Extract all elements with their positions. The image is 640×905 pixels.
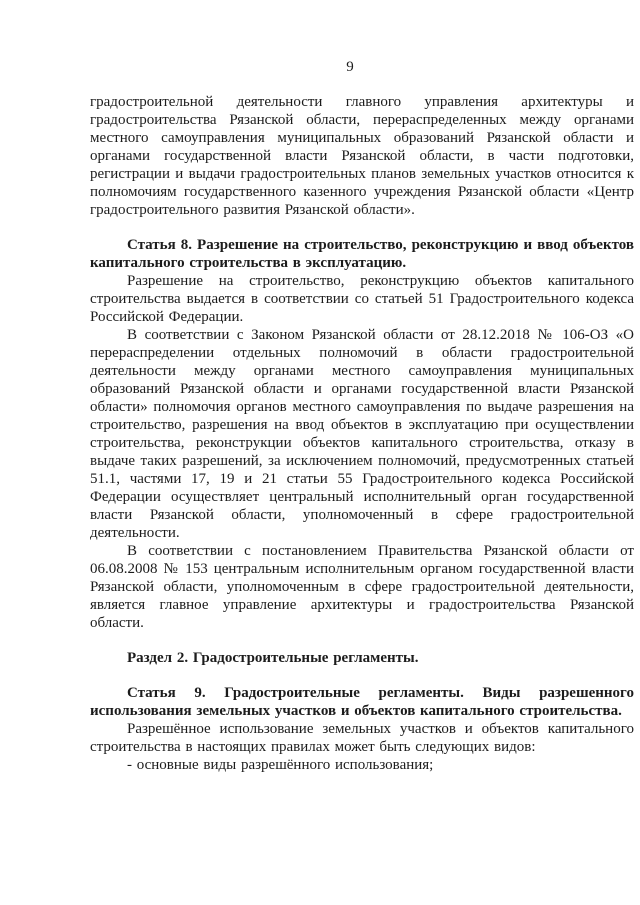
heading-section-2: Раздел 2. Градостроительные регламенты. [127, 650, 419, 666]
paragraph-oblast-law: В соответствии с Законом Рязанской области от 28.12.2018 № 106-ОЗ «О перераспределении отдельных полномочий в области градостроительной деятельности между органами местного самоуправления муниципальных образований Рязанской области и органами государственной власти Рязанской области» полномочия органов местного самоуправления по выдаче разрешения на строительство, разрешения на ввод объектов в эксплуатацию при осуществлении строительства, реконструкции объектов капитального строительства, отказу в выдаче таких разрешений, за исключением полномочий, предусмотренных статьей 51.1, частями 17, 19 и 21 статьи 55 Градостроительного кодекса Российской Федерации осуществляет центральный исполнительный орган государственной власти Рязанской области, уполномоченный в сфере градостроительной деятельности. [90, 327, 634, 541]
paragraph-permitted-use: Разрешённое использование земельных участков и объектов капитального строительства в настоящих правилах может быть следующих видов: [90, 721, 634, 755]
list-item-main-use-types: - основные виды разрешённого использования; [127, 757, 434, 773]
paragraph-continuation: градостроительной деятельности главного управления архитектуры и градостроительства Рязанской области, перераспределенных между органами местного самоуправления муниципальных образований Рязанской области и органами государственной власти Рязанской области, в части подготовки, регистрации и выдачи градостроительных планов земельных участков относится к полномочиям государственного казенного учреждения Рязанской области «Центр градостроительного развития Рязанской области». [90, 94, 634, 218]
heading-article-8: Статья 8. Разрешение на строительство, реконструкцию и ввод объектов капитального строительства в эксплуатацию. [90, 237, 634, 271]
page-number: 9 [346, 59, 354, 75]
paragraph-building-permit: Разрешение на строительство, реконструкцию объектов капитального строительства выдается в соответствии со статьей 51 Градостроительного кодекса Российской Федерации. [90, 273, 634, 325]
paragraph-government-resolution: В соответствии с постановлением Правительства Рязанской области от 06.08.2008 № 153 центральным исполнительным органом государственной власти Рязанской области, уполномоченным в сфере градостроительной деятельности, является главное управление архитектуры и градостроительства Рязанской области. [90, 543, 634, 631]
heading-article-9: Статья 9. Градостроительные регламенты. Виды разрешенного использования земельных участков и объектов капитального строительства. [90, 685, 634, 719]
